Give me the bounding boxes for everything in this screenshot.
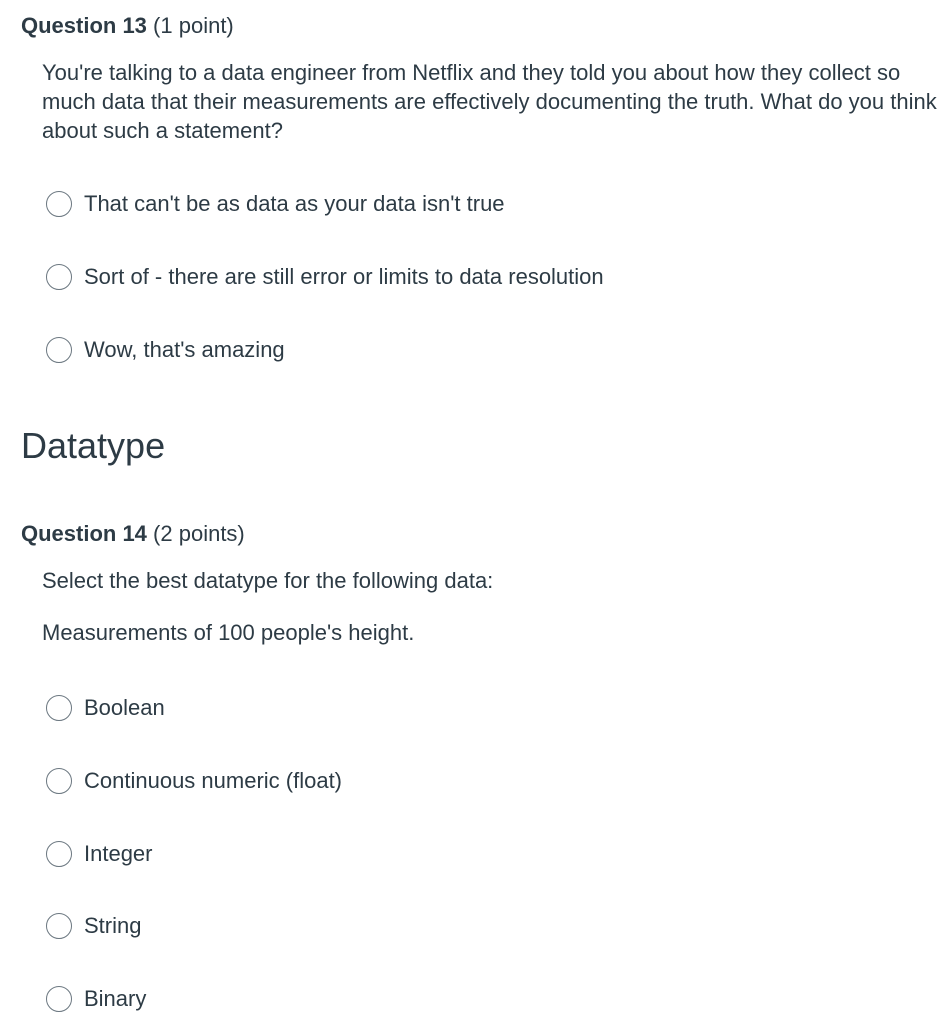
radio-button[interactable] bbox=[46, 841, 72, 867]
question-14-instruction: Select the best datatype for the following data: bbox=[42, 568, 494, 593]
option-label: Binary bbox=[84, 986, 147, 1011]
question-14-points: (2 points) bbox=[153, 521, 245, 546]
option-label: Integer bbox=[84, 841, 153, 866]
radio-button[interactable] bbox=[46, 913, 72, 939]
question-13-option-3[interactable] bbox=[46, 335, 285, 365]
question-14-title: Question 14 bbox=[21, 521, 147, 546]
option-label: String bbox=[84, 913, 142, 938]
radio-button[interactable] bbox=[46, 264, 72, 290]
question-14-option-3[interactable] bbox=[46, 839, 153, 869]
question-14-option-2[interactable] bbox=[46, 766, 342, 796]
question-13-header bbox=[21, 12, 234, 40]
radio-button[interactable] bbox=[46, 695, 72, 721]
option-label: Boolean bbox=[84, 695, 165, 720]
question-14-prompt: Measurements of 100 people's height. bbox=[42, 620, 415, 645]
option-label: That can't be as data as your data isn't true bbox=[84, 191, 505, 216]
question-14-header bbox=[21, 520, 245, 548]
option-label: Wow, that's amazing bbox=[84, 337, 285, 362]
question-13-title: Question 13 bbox=[21, 13, 147, 38]
question-13-points: (1 point) bbox=[153, 13, 234, 38]
question-14-option-5[interactable] bbox=[46, 984, 146, 1014]
section-heading: Datatype bbox=[21, 425, 166, 466]
radio-button[interactable] bbox=[46, 768, 72, 794]
radio-button[interactable] bbox=[46, 986, 72, 1012]
question-14-option-4[interactable] bbox=[46, 911, 141, 941]
radio-button[interactable] bbox=[46, 191, 72, 217]
option-label: Sort of - there are still error or limits to data resolution bbox=[84, 264, 604, 289]
question-13-option-2[interactable] bbox=[46, 262, 604, 292]
question-13-option-1[interactable] bbox=[46, 189, 505, 219]
radio-button[interactable] bbox=[46, 337, 72, 363]
option-label: Continuous numeric (float) bbox=[84, 768, 343, 793]
question-14-option-1[interactable] bbox=[46, 693, 165, 723]
question-13-text: You're talking to a data engineer from Netflix and they told you about how they collect so much data that their measurements are effectively documenting the truth. What do you think about such a statement? bbox=[42, 60, 937, 143]
